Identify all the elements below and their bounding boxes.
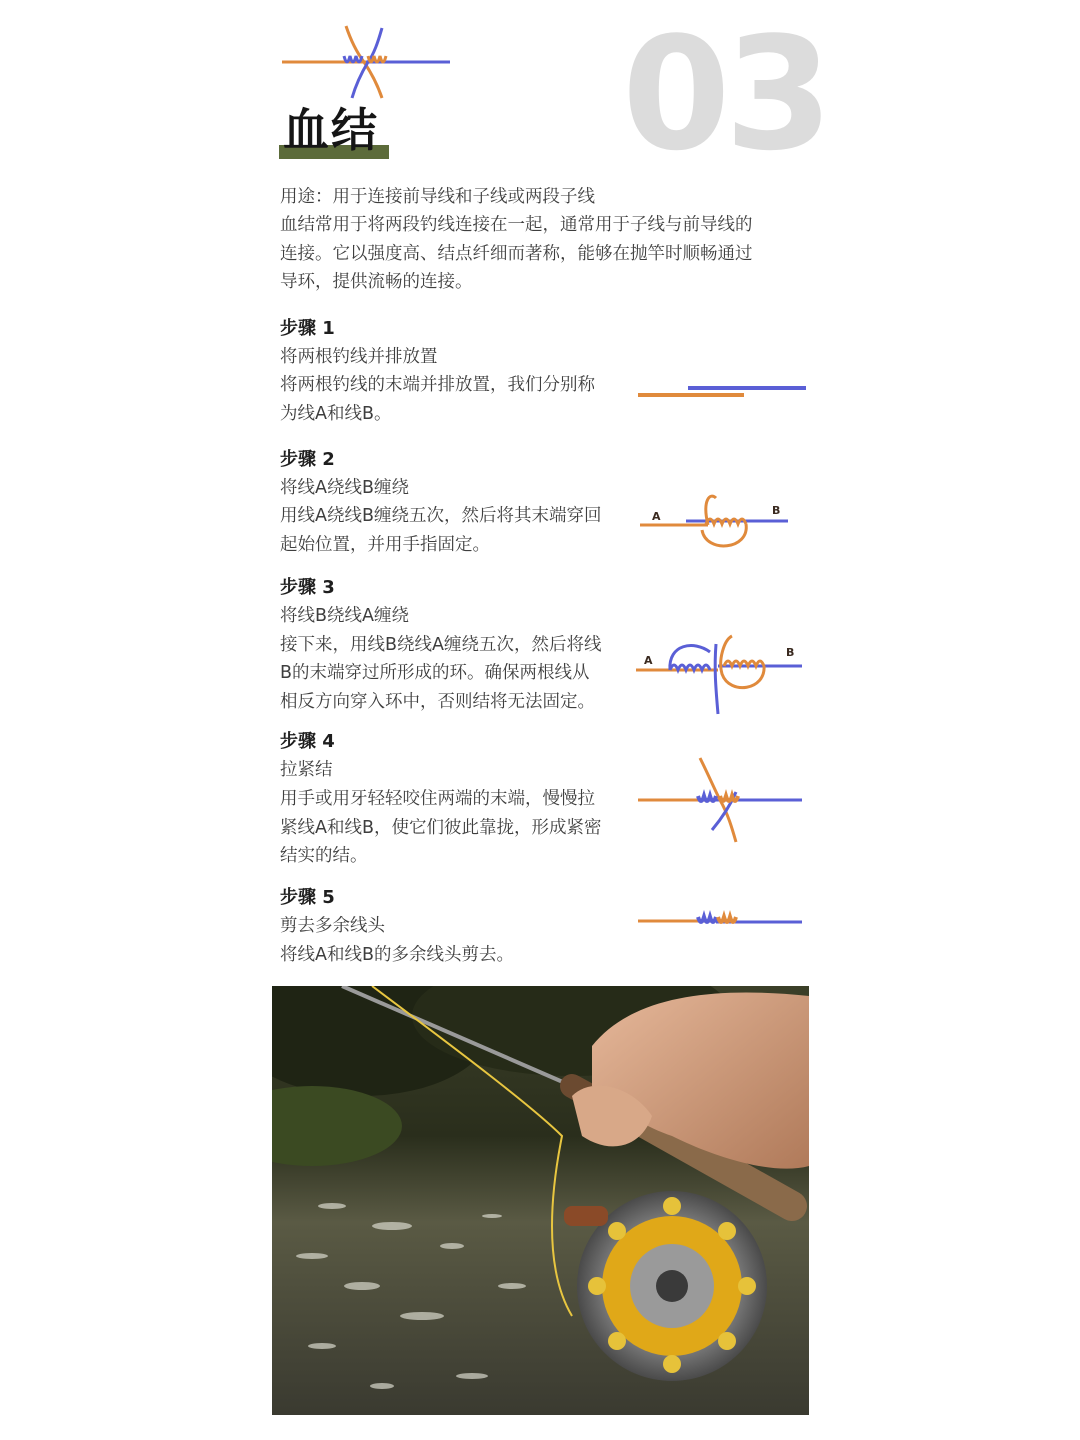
step-4-desc: 用手或用牙轻轻咬住两端的末端，慢慢拉 [280, 789, 595, 809]
intro-line: 导环，提供流畅的连接。 [280, 272, 473, 292]
step-2-diagram [638, 490, 798, 554]
line-b-label: B [786, 646, 795, 659]
step-3-desc: 接下来，用线B绕线A缠绕五次，然后将线 [280, 635, 602, 655]
step-5-label: 步骤 5 [280, 887, 335, 908]
step-2-desc: 用线A绕线B缠绕五次，然后将其末端穿回 [280, 506, 602, 526]
step-4-diagram [636, 756, 806, 846]
step-4-title: 拉紧结 [280, 760, 333, 780]
step-3-title: 将线B绕线A缠绕 [280, 606, 409, 626]
step-4-label: 步骤 4 [280, 731, 335, 752]
step-4-desc: 结实的结。 [280, 846, 368, 866]
step-5-desc: 将线A和线B的多余线头剪去。 [280, 945, 514, 965]
step-1-diagram [636, 376, 808, 406]
line-b-label: B [772, 504, 781, 517]
usage-text: 用途：用于连接前导线和子线或两段子线 [280, 187, 595, 207]
step-3-label: 步骤 3 [280, 577, 335, 598]
step-1-desc: 将两根钓线的末端并排放置，我们分别称 [280, 375, 595, 395]
section-number: 03 [622, 3, 828, 185]
step-2-label: 步骤 2 [280, 449, 335, 470]
line-a-label: A [644, 654, 653, 667]
step-1-title: 将两根钓线并排放置 [280, 347, 438, 367]
step-1-label: 步骤 1 [280, 318, 335, 339]
step-3-desc: B的末端穿过所形成的环。确保两根线从 [280, 663, 590, 683]
step-3-diagram [634, 630, 806, 716]
step-2-title: 将线A绕线B缠绕 [280, 478, 409, 498]
page-title: 血结 [283, 103, 379, 157]
step-5-diagram [636, 908, 806, 938]
header-knot-icon [282, 24, 452, 100]
step-2-desc: 起始位置，并用手指固定。 [280, 535, 490, 555]
intro-line: 血结常用于将两段钓线连接在一起，通常用于子线与前导线的 [280, 215, 753, 235]
fly-fishing-reel-photo [272, 986, 809, 1415]
step-5-title: 剪去多余线头 [280, 916, 385, 936]
step-3-desc: 相反方向穿入环中，否则结将无法固定。 [280, 692, 595, 712]
line-a-label: A [652, 510, 661, 523]
intro-line: 连接。它以强度高、结点纤细而著称，能够在抛竿时顺畅通过 [280, 244, 753, 264]
step-4-desc: 紧线A和线B，使它们彼此靠拢，形成紧密 [280, 818, 602, 838]
step-1-desc: 为线A和线B。 [280, 404, 392, 424]
